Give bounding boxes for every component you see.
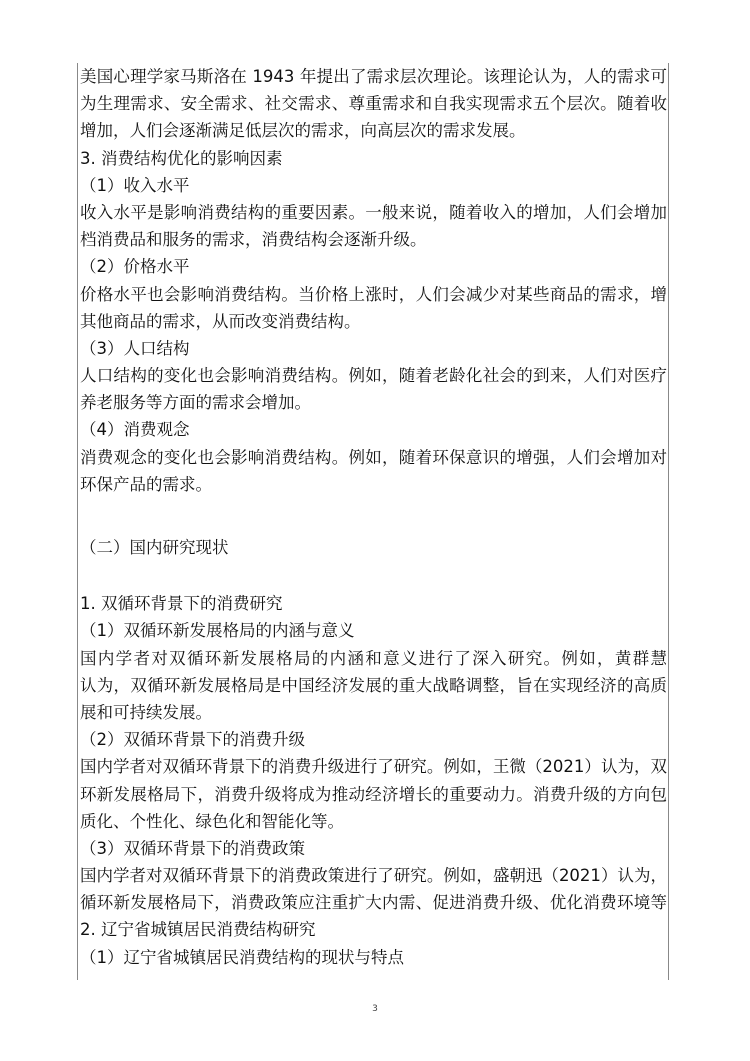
- text-line: 收入水平是影响消费结构的重要因素。一般来说，随着收入的增加，人们会增加: [80, 202, 667, 222]
- text-line: 消费观念的变化也会影响消费结构。例如，随着环保意识的增强，人们会增加对: [80, 447, 667, 467]
- section-heading: （二）国内研究现状: [80, 538, 229, 557]
- text-line: 人口结构的变化也会影响消费结构。例如，随着老龄化社会的到来，人们对医疗: [80, 366, 667, 386]
- text-line: 循环新发展格局下，消费政策应注重扩大内需、促进消费升级、优化消费环境等: [80, 893, 667, 913]
- text-line: 质化、个性化、绿色化和智能化等。: [80, 811, 344, 831]
- text-line: 养老服务等方面的需求会增加。: [80, 393, 311, 413]
- text-line: 2. 辽宁省城镇居民消费结构研究: [80, 920, 316, 940]
- text-line: （4）消费观念: [80, 420, 190, 440]
- text-line: 价格水平也会影响消费结构。当价格上涨时，人们会减少对某些商品的需求，增: [80, 284, 667, 304]
- text-line: （3）双循环背景下的消费政策: [80, 838, 305, 858]
- paragraphs-domestic-research: [80, 590, 667, 971]
- text-line: 3. 消费结构优化的影响因素: [80, 148, 283, 168]
- blank-line: [80, 498, 667, 534]
- text-line: （3）人口结构: [80, 338, 190, 358]
- text-line: （2）双循环背景下的消费升级: [80, 730, 305, 750]
- text-line: （1）辽宁省城镇居民消费结构的现状与特点: [80, 947, 404, 967]
- page-number: 3: [372, 1004, 378, 1014]
- text-line: 为生理需求、安全需求、社交需求、尊重需求和自我实现需求五个层次。随着收: [80, 94, 667, 114]
- text-line: 国内学者对双循环背景下的消费升级进行了研究。例如，王微（2021）认为，双: [80, 757, 667, 777]
- paragraphs-theory: [80, 63, 667, 498]
- text-line: （1）收入水平: [80, 175, 190, 195]
- text-line: 展和可持续发展。: [80, 702, 212, 722]
- text-line: 国内学者对双循环新发展格局的内涵和意义进行了深入研究。例如，黄群慧: [80, 648, 667, 668]
- document-body: [80, 63, 667, 971]
- text-line: 美国心理学家马斯洛在 1943 年提出了需求层次理论。该理论认为，人的需求可: [80, 67, 667, 86]
- text-line: 1. 双循环背景下的消费研究: [80, 594, 283, 614]
- text-line: 增加，人们会逐渐满足低层次的需求，向高层次的需求发展。: [80, 121, 526, 141]
- text-line: 环保产品的需求。: [80, 474, 212, 494]
- text-line: 国内学者对双循环背景下的消费政策进行了研究。例如，盛朝迅（2021）认为，: [80, 866, 667, 886]
- text-line: 环新发展格局下，消费升级将成为推动经济增长的重要动力。消费升级的方向包: [80, 784, 667, 804]
- text-line: 其他商品的需求，从而改变消费结构。: [80, 311, 361, 331]
- text-line: （2）价格水平: [80, 257, 190, 277]
- text-line: 认为，双循环新发展格局是中国经济发展的重大战略调整，旨在实现经济的高质: [80, 675, 667, 695]
- blank-line: [80, 561, 667, 590]
- text-line: 档消费品和服务的需求，消费结构会逐渐升级。: [80, 230, 427, 250]
- text-line: （1）双循环新发展格局的内涵与意义: [80, 621, 355, 641]
